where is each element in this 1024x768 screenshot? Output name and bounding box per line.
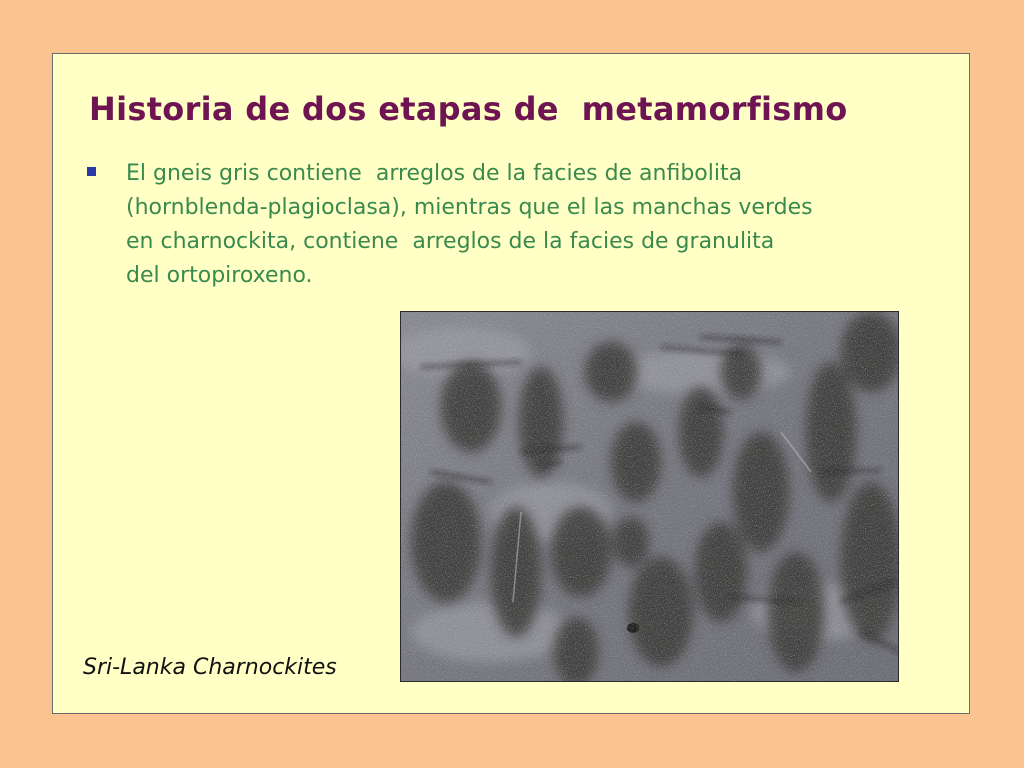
rock-photo-image [401,312,899,682]
bullet-text: El gneis gris contiene arreglos de la facies de anfibolita (hornblenda-plagioclasa), mientras que el las manchas verdes en charnockita, contiene arreglos de la facies de granulita del ortopiroxeno. [126,161,813,288]
charnockite-photo [400,311,899,682]
bullet-item [87,157,917,293]
photo-caption: Sri-Lanka Charnockites [83,655,337,680]
square-bullet-icon [87,167,96,176]
slide-title: Historia de dos etapas de metamorfismo [89,90,848,128]
slide-panel [52,53,970,714]
